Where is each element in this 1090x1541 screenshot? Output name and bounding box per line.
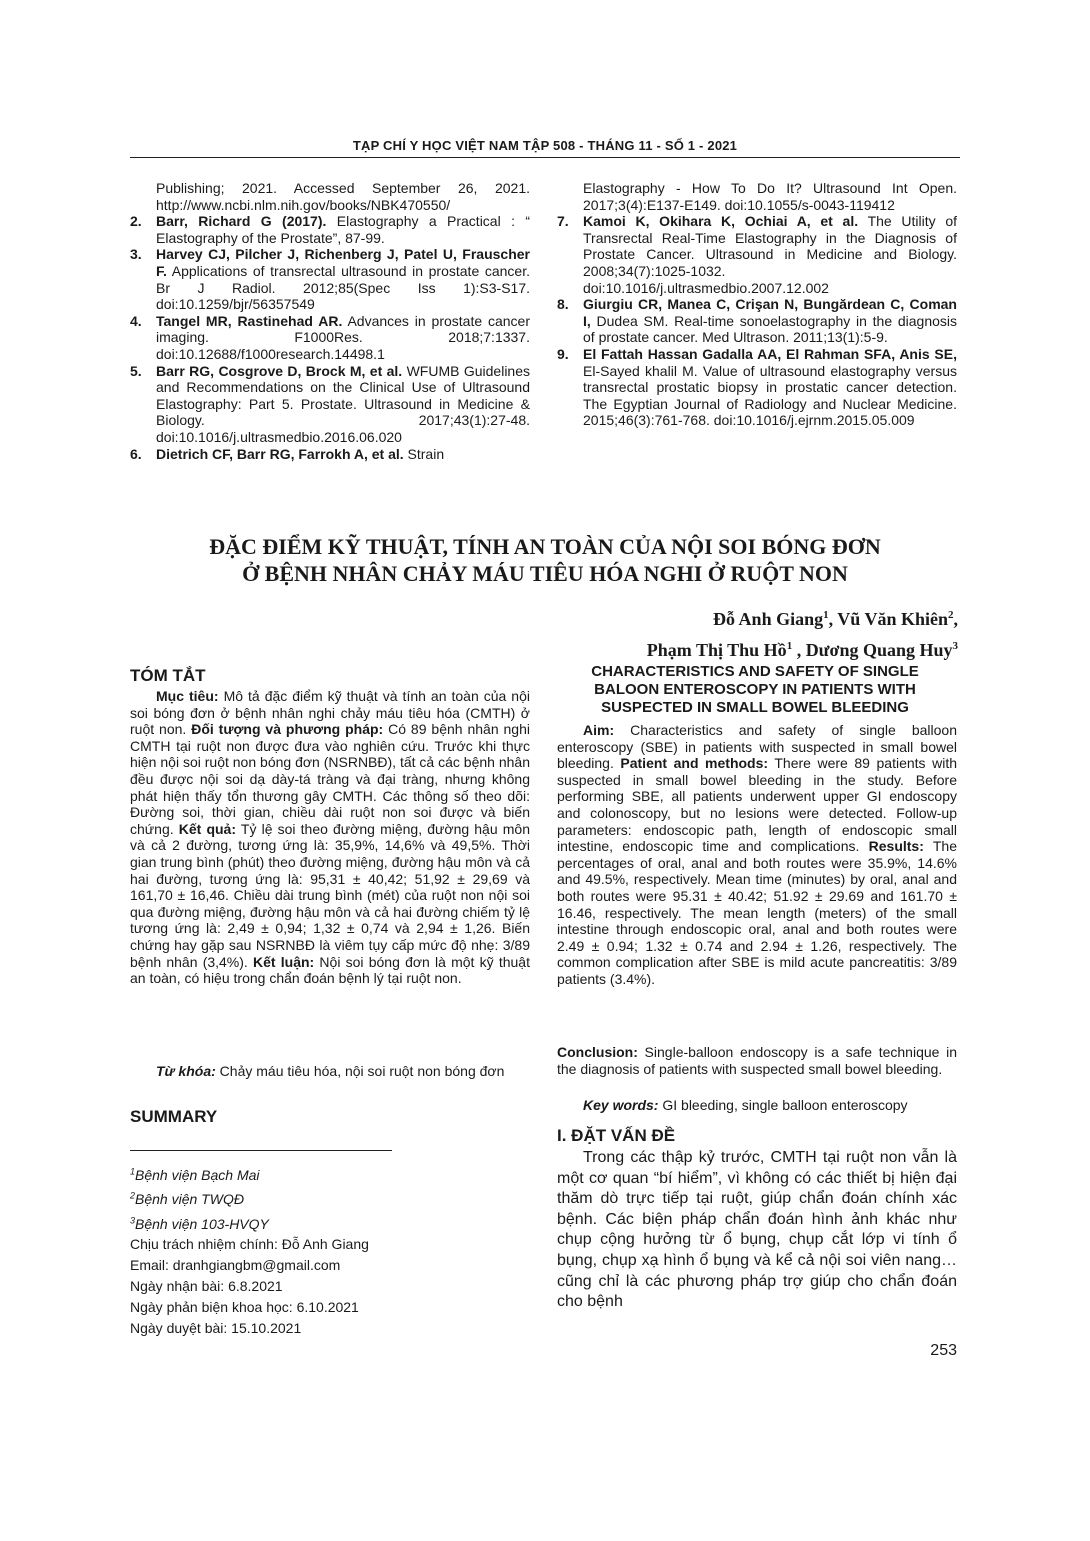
author-name: Đỗ Anh Giang (713, 609, 824, 629)
reference-continuation: Publishing; 2021. Accessed September 26, 2021. http://www.ncbi.nlm.nih.gov/books/NBK470550/ (156, 180, 530, 213)
article-title-line: Ở BỆNH NHÂN CHẢY MÁU TIÊU HÓA NGHI Ở RUỘT NON (242, 561, 848, 586)
author-affiliation-mark: 2 (948, 609, 954, 621)
author-separator: , (828, 609, 838, 629)
reference-number: 5. (130, 362, 142, 379)
reference-text: Applications of transrectal ultrasound in prostate cancer. Br J Radiol. 2012;85(Spec Iss 1):S3-S17. doi:10.1259/bjr/56357549 (156, 262, 530, 313)
en-title-line: SUSPECTED IN SMALL BOWEL BLEEDING (601, 699, 909, 716)
reference-authors: Dietrich CF, Barr RG, Farrokh A, et al. (156, 445, 404, 462)
references-right (557, 180, 957, 429)
footnotes (130, 1161, 530, 1338)
header-rule (130, 157, 960, 158)
author-name: Dương Quang Huy (805, 640, 953, 660)
reference-number: 4. (130, 312, 142, 329)
keywords-label: Từ khóa: (156, 1063, 216, 1079)
introduction-heading: I. ĐẶT VẤN ĐỀ (557, 1126, 676, 1145)
reference-authors: Barr RG, Cosgrove D, Brock M, et al. (156, 362, 403, 379)
reference-authors: Tangel MR, Rastinehad AR. (156, 312, 343, 329)
corresponding-author: Chịu trách nhiệm chính: Đỗ Anh Giang (130, 1236, 369, 1253)
reference-authors: Kamoi K, Okihara K, Ochiai A, et al. (583, 213, 859, 230)
results-label: Kết quả: (178, 820, 237, 837)
page-number: 253 (930, 1342, 957, 1359)
affiliation-text: Bệnh viện Bạch Mai (135, 1166, 260, 1183)
reference-item (557, 346, 957, 429)
reference-text: El-Sayed khalil M. Value of ultrasound elastography versus transrectal prostatic biopsy in prostatic cancer detection. The Egyptian Journal of Radiology and Nuclear Medicine. 2015;46(3):761-768. doi:10.1016/j.ejrnm.2015.05.009 (583, 362, 957, 429)
aim-label: Aim: (583, 722, 615, 738)
reference-continuation: Elastography - How To Do It? Ultrasound Int Open. 2017;3(4):E137-E149. doi:10.1055/s-0043-119412 (583, 180, 957, 213)
vn-abstract-body (130, 688, 530, 987)
reference-text: WFUMB Guidelines and Recommendations on the Clinical Use of Ultrasound Elastography: Part 5. Prostate. Ultrasound in Medicine & Biology. 2017;43(1):27-48. doi:10.1016/j.ultrasmedbio.2016.06.020 (156, 362, 530, 445)
reference-item (130, 246, 530, 312)
keywords-text: Chảy máu tiêu hóa, nội soi ruột non bóng đơn (215, 1063, 505, 1079)
author-affiliation-mark: 3 (952, 640, 958, 652)
journal-header: TẠP CHÍ Y HỌC VIỆT NAM TẬP 508 - THÁNG 11 - SỐ 1 - 2021 (352, 138, 738, 153)
reference-item (130, 313, 530, 363)
keywords-label: Key words: (583, 1097, 659, 1113)
footnote-rule (130, 1150, 392, 1151)
methods-label: Đối tượng và phương pháp: (191, 721, 384, 738)
reference-number: 9. (557, 345, 569, 362)
article-title (130, 533, 960, 587)
methods-label: Patient and methods: (620, 755, 769, 772)
introduction-text: Trong các thập kỷ trước, CMTH tại ruột non vẫn là một cơ quan “bí hiểm”, vì không có các thiết bị hiện đại thăm dò trực tiếp tại ruột, giúp chẩn đoán chính xác bệnh. Các biện pháp chẩn đoán hình ảnh khác như chụp cộng hưởng từ ổ bụng, chụp cắt lớp vi tính ổ bụng, chụp xạ hình ổ bụng và kể cả nội soi viên nang… cũng chỉ là các phương pháp trợ giúp cho chẩn đoán cho bệnh (557, 1149, 957, 1311)
conclusion-label: Kết luận: (253, 953, 315, 970)
en-abstract-body (557, 722, 957, 988)
reference-item (130, 213, 530, 246)
en-title-line: CHARACTERISTICS AND SAFETY OF SINGLE (591, 663, 919, 680)
article-title-line: ĐẶC ĐIỂM KỸ THUẬT, TÍNH AN TOÀN CỦA NỘI SOI BÓNG ĐƠN (209, 534, 881, 559)
email: Email: dranhgiangbm@gmail.com (130, 1257, 341, 1274)
reference-text: Strain (403, 445, 445, 462)
results-label: Results: (868, 838, 924, 855)
reference-text: Elastography a Practical : “ Elastography of the Prostate”, 87-99. (156, 213, 531, 246)
reference-item (557, 296, 957, 346)
reference-text: The Utility of Transrectal Real-Time Elastography in the Diagnosis of Prostate Cancer. Ultrasound in Medicine and Biology. 2008;34(7):1025-1032. doi:10.1016/j.ultrasmedbio.2007.12.002 (583, 213, 957, 296)
reference-authors: El Fattah Hassan Gadalla AA, El Rahman SFA, Anis SE, (583, 345, 957, 362)
reference-authors: Giurgiu CR, Manea C, Crişan N, Bungărdean C, Coman I, (583, 296, 957, 329)
reference-text: Dudea SM. Real-time sonoelastography in the diagnosis of prostate cancer. Med Ultrason. 2011;13(1):5-9. (583, 312, 957, 346)
reference-number: 3. (130, 246, 142, 263)
en-conclusion (557, 1044, 957, 1077)
conclusion-label: Conclusion: (557, 1044, 638, 1060)
vn-abstract-heading: TÓM TẮT (130, 666, 206, 685)
summary-heading: SUMMARY (130, 1107, 218, 1126)
affiliation-3: $^3$Bệnh viện 103-HVQY (130, 1214, 269, 1232)
reference-number: 2. (130, 213, 142, 230)
reference-item (130, 446, 530, 463)
author-name: Vũ Văn Khiên (837, 609, 948, 629)
keywords-text: GI bleeding, single balloon enteroscopy (658, 1097, 908, 1113)
aim-label: Mục tiêu: (156, 688, 219, 704)
affiliation-text: Bệnh viện 103-HVQY (135, 1215, 269, 1232)
author-name: Phạm Thị Thu Hồ (646, 640, 787, 660)
reference-text: Advances in prostate cancer imaging. F1000Res. 2018;7:1337. doi:10.12688/f1000research.14498.1 (156, 312, 530, 362)
author-affiliation-mark: 1 (823, 609, 829, 621)
reference-authors: Harvey CJ, Pilcher J, Richenberg J, Patel U, Frauscher F. (156, 246, 530, 279)
reference-number: 6. (130, 445, 142, 462)
affiliation-2: $^2$Bệnh viện TWQĐ (130, 1190, 244, 1208)
conclusion-text: Single-balloon endoscopy is a safe technique in the diagnosis of patients with suspected small bowel bleeding. (557, 1044, 957, 1077)
results-text: Tỷ lệ soi theo đường miệng, đường hậu môn và cả 2 đường, tương ứng là: 35,9%, 14,6% và 49,5%. Thời gian trung bình (phút) theo đường miệng, đường hậu môn và cả hai đường, tương ứng là: 95,31 ± 40,42; 51,92 ± 29,69 và 161,70 ± 16,46. Chiều dài trung bình (mét) của ruột non nội soi qua đường miệng, đường hậu môn và cả hai đường chiếm tỷ lệ tương ứng là: 2,49 ± 0,94; 1,32 ± 0,74 và 2,94 ± 1,26. Biến chứng hay gặp sau NSRNBĐ là viêm tụy cấp mức độ nhẹ: 3/89 bệnh nhân (3,4%). (130, 820, 530, 970)
received-date: Ngày nhận bài: 6.8.2021 (130, 1277, 283, 1294)
reference-item (557, 213, 957, 296)
en-title-line: BALOON ENTEROSCOPY IN PATIENTS WITH (594, 681, 916, 698)
conclusion-text: Nội soi bóng đơn là một kỹ thuật an toàn, có hiệu trong chẩn đoán bệnh lý tại ruột non. (130, 953, 530, 987)
vn-keywords (130, 1063, 530, 1080)
author-separator: , (953, 609, 958, 629)
aim-text: Characteristics and safety of single balloon enteroscopy (SBE) in patients with suspected in small bowel bleeding. (557, 722, 957, 772)
methods-text: There were 89 patients with suspected in small bowel bleeding in the study. Before performing SBE, all patients underwent upper GI endoscopy and colonoscopy, but no lesions were detected. Follow-up parameters: endoscopic path, length of endoscopic small intestine, endoscopic time and complications. (557, 755, 957, 855)
reviewed-date: Ngày phản biện khoa học: 6.10.2021 (130, 1298, 359, 1315)
article-authors (647, 602, 958, 664)
en-abstract-title (555, 663, 955, 717)
affiliation-1: $^1$Bệnh viện Bạch Mai (130, 1166, 260, 1183)
references-left (130, 180, 530, 462)
methods-text: Có 89 bệnh nhân nghi CMTH tại ruột non được đưa vào nghiên cứu. Trước khi thực hiện nội soi ruột non bóng đơn (NSRNBĐ), tất cả các bệnh nhân đều được nội soi dạ dày-tá tràng và đại tràng, nhưng không phát hiện thấy tổn thương gây CMTH. Các thông số theo dõi: Đường soi, thời gian, chiều dài ruột non soi được và biến chứng. (130, 721, 530, 837)
en-keywords (557, 1097, 957, 1114)
aim-text: Mô tả đặc điểm kỹ thuật và tính an toàn của nội soi bóng đơn ở bệnh nhân nghi chảy máu tiêu hóa (CMTH) ở ruột non. (130, 688, 530, 738)
reference-item (130, 363, 530, 446)
author-separator: , (792, 640, 806, 660)
author-affiliation-mark: 1 (786, 640, 793, 652)
accepted-date: Ngày duyệt bài: 15.10.2021 (130, 1319, 302, 1336)
reference-authors: Barr, Richard G (2017). (156, 213, 327, 230)
reference-number: 8. (557, 296, 569, 313)
results-text: The percentages of oral, anal and both routes were 35.9%, 14.6% and 49.5%, respectively. Mean time (minutes) by oral, anal and both routes were 95.31 ± 40.42; 51.92 ± 29.69 and 161.70 ± 16.46, respectively. The mean length (meters) of the small intestine through endoscopic oral, anal and both routes were 2.49 ± 0.94; 1.32 ± 0.74 and 2.94 ± 1.26, respectively. The common complication after SBE is mild acute pancreatitis: 3/89 patients (3.4%). (557, 838, 957, 987)
reference-number: 7. (557, 213, 569, 230)
affiliation-text: Bệnh viện TWQĐ (135, 1191, 244, 1208)
